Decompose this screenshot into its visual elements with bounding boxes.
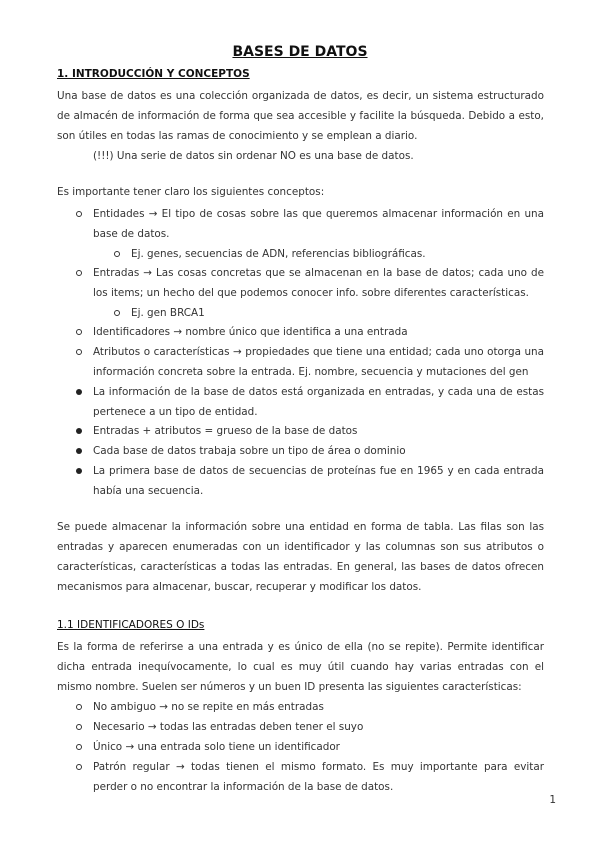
- bullet-hollow-icon: [76, 764, 82, 770]
- bullet-hollow-icon: [76, 744, 82, 750]
- section-heading-identificadores: 1.1 IDENTIFICADORES O IDs: [57, 619, 205, 631]
- bullet-hollow-icon: [114, 251, 120, 257]
- list-item-no-ambiguo: No ambiguo → no se repite en más entradas: [93, 701, 324, 713]
- bullet-filled-icon: [76, 428, 82, 434]
- section-heading-intro: 1. INTRODUCCIÓN Y CONCEPTOS: [57, 68, 250, 80]
- bullet-hollow-icon: [76, 329, 82, 335]
- bullet-hollow-icon: [76, 724, 82, 730]
- identificadores-paragraph: Es la forma de referirse a una entrada y es único de ella (no se repite). Permite identificar dicha entrada inequívocamente, lo cual es muy útil cuando hay varias entradas con el mismo nombre. Suelen ser números y un buen ID presenta las siguientes características:: [57, 641, 544, 693]
- bullet-hollow-icon: [76, 211, 82, 217]
- list-item-primera-base: La primera base de datos de secuencias de proteínas fue en 1965 y en cada entrada había una secuencia.: [93, 465, 544, 497]
- list-item-grueso: Entradas + atributos = grueso de la base de datos: [93, 425, 358, 437]
- bullet-hollow-icon: [76, 704, 82, 710]
- bullet-hollow-icon: [76, 349, 82, 355]
- list-item-identificadores: Identificadores → nombre único que identifica a una entrada: [93, 326, 408, 338]
- intro-paragraph: Una base de datos es una colección organizada de datos, es decir, un sistema estructurado de almacén de información de forma que sea accesible y facilite la búsqueda. Debido a esto, son útiles en todas las ramas de conocimiento y se emplean a diario.: [57, 90, 544, 142]
- list-subitem-entidades-example: Ej. genes, secuencias de ADN, referencias bibliográficas.: [131, 248, 426, 260]
- list-item-necesario: Necesario → todas las entradas deben tener el suyo: [93, 721, 364, 733]
- list-item-entidades: Entidades → El tipo de cosas sobre las que queremos almacenar información en una base de datos.: [93, 208, 544, 240]
- page-title: BASES DE DATOS: [232, 44, 368, 60]
- list-item-unico: Único → una entrada solo tiene un identificador: [93, 741, 340, 753]
- list-item-entradas: Entradas → Las cosas concretas que se almacenan en la base de datos; cada uno de los items; un hecho del que podemos conocer info. sobre diferentes características.: [93, 267, 544, 299]
- concepts-intro: Es importante tener claro los siguientes conceptos:: [57, 186, 325, 198]
- list-item-atributos: Atributos o características → propiedades que tiene una entidad; cada uno otorga una información concreta sobre la entrada. Ej. nombre, secuencia y mutaciones del gen: [93, 346, 544, 378]
- bullet-hollow-icon: [76, 270, 82, 276]
- bullet-filled-icon: [76, 468, 82, 474]
- list-item-dominio: Cada base de datos trabaja sobre un tipo de área o dominio: [93, 445, 406, 457]
- list-item-organizacion: La información de la base de datos está organizada en entradas, y cada una de estas pertenece a un tipo de entidad.: [93, 386, 544, 418]
- list-item-patron-regular: Patrón regular → todas tienen el mismo formato. Es muy importante para evitar perder o no encontrar la información de la base de datos.: [93, 761, 544, 793]
- warning-note: (!!!) Una serie de datos sin ordenar NO es una base de datos.: [93, 150, 414, 162]
- bullet-filled-icon: [76, 448, 82, 454]
- bullet-filled-icon: [76, 389, 82, 395]
- page-number: 1: [549, 794, 556, 806]
- bullet-hollow-icon: [114, 310, 120, 316]
- table-paragraph: Se puede almacenar la información sobre una entidad en forma de tabla. Las filas son las entradas y aparecen enumeradas con un identificador y las columnas son sus atributos o características, características a todas las entradas. En general, las bases de datos ofrecen mecanismos para almacenar, buscar, recuperar y modificar los datos.: [57, 521, 544, 593]
- list-subitem-entradas-example: Ej. gen BRCA1: [131, 307, 205, 319]
